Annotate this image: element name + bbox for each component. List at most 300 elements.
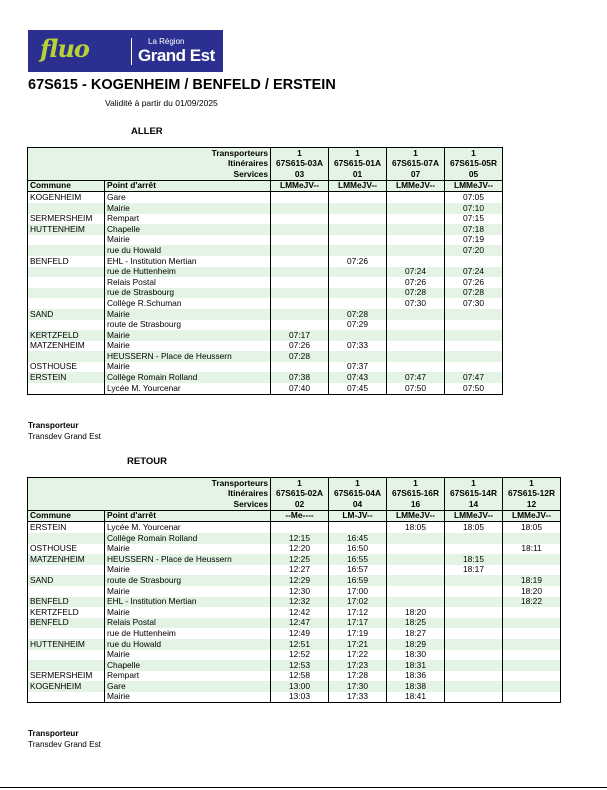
time-cell: 12:51 (271, 639, 329, 650)
time-cell (387, 192, 445, 203)
time-cell (387, 235, 445, 246)
table-row (28, 383, 503, 394)
table-row (28, 554, 561, 565)
time-cell (503, 533, 561, 544)
table-row (28, 309, 503, 320)
time-cell: 16:55 (329, 554, 387, 565)
time-cell: 07:47 (387, 372, 445, 383)
service-days-cell: LMMeJV-- (445, 510, 503, 522)
time-cell (445, 692, 503, 703)
time-cell: 12:58 (271, 671, 329, 682)
stop-cell: Relais Postal (105, 277, 271, 288)
time-cell: 16:50 (329, 544, 387, 555)
time-cell (271, 298, 329, 309)
time-cell: 18:15 (445, 554, 503, 565)
time-cell: 07:28 (445, 288, 503, 299)
transporteur-cell: 1 (271, 148, 329, 159)
time-cell (271, 203, 329, 214)
table-row (28, 256, 503, 267)
time-cell: 07:19 (445, 235, 503, 246)
time-cell (329, 298, 387, 309)
commune-header: Commune (28, 510, 105, 522)
time-cell (387, 214, 445, 225)
time-cell (271, 214, 329, 225)
commune-cell: SERMERSHEIM (28, 214, 105, 225)
table-row (28, 692, 561, 703)
time-cell (503, 607, 561, 618)
stop-cell: Mairie (105, 330, 271, 341)
stop-header: Point d'arrêt (105, 180, 271, 192)
time-cell: 07:26 (271, 341, 329, 352)
time-cell: 07:24 (387, 267, 445, 278)
transporteur-cell: 1 (445, 478, 503, 489)
itineraire-cell: 67S615-07A (387, 159, 445, 170)
time-cell (387, 256, 445, 267)
time-cell (271, 309, 329, 320)
time-cell (271, 256, 329, 267)
time-cell (387, 544, 445, 555)
time-cell: 17:22 (329, 650, 387, 661)
commune-cell: SAND (28, 575, 105, 586)
commune-cell (28, 320, 105, 331)
time-cell: 07:18 (445, 224, 503, 235)
time-cell (503, 565, 561, 576)
retour-header-transporteur-row (28, 478, 561, 489)
time-cell: 07:43 (329, 372, 387, 383)
commune-cell (28, 288, 105, 299)
time-cell: 18:27 (387, 628, 445, 639)
commune-cell: HUTTENHEIM (28, 639, 105, 650)
commune-cell (28, 660, 105, 671)
commune-cell (28, 235, 105, 246)
time-cell (271, 362, 329, 373)
time-cell: 12:53 (271, 660, 329, 671)
retour-carrier-name: Transdev Grand Est (28, 740, 101, 749)
stop-cell: Lycée M. Yourcenar (105, 522, 271, 533)
commune-cell: BENFELD (28, 256, 105, 267)
retour-carrier-label: Transporteur (28, 729, 79, 738)
stop-cell: EHL - Institution Mertian (105, 597, 271, 608)
table-row (28, 267, 503, 278)
time-cell (445, 309, 503, 320)
time-cell (329, 214, 387, 225)
time-cell (445, 575, 503, 586)
time-cell: 07:26 (329, 256, 387, 267)
header-service-label: Services (28, 499, 271, 510)
commune-cell: ERSTEIN (28, 372, 105, 383)
time-cell: 17:02 (329, 597, 387, 608)
stop-cell: rue de Strasbourg (105, 288, 271, 299)
time-cell: 18:22 (503, 597, 561, 608)
commune-cell: KERTZFELD (28, 607, 105, 618)
commune-cell (28, 565, 105, 576)
time-cell: 18:17 (445, 565, 503, 576)
time-cell: 17:17 (329, 618, 387, 629)
time-cell: 07:40 (271, 383, 329, 394)
time-cell: 18:05 (445, 522, 503, 533)
time-cell (387, 586, 445, 597)
itineraire-cell: 67S615-03A (271, 159, 329, 170)
time-cell (387, 351, 445, 362)
time-cell (271, 245, 329, 256)
logo-fluo-wordmark: fluo (40, 34, 89, 63)
table-row (28, 330, 503, 341)
time-cell: 12:15 (271, 533, 329, 544)
table-row (28, 372, 503, 383)
table-row (28, 214, 503, 225)
time-cell (445, 618, 503, 629)
time-cell (387, 245, 445, 256)
time-cell: 17:28 (329, 671, 387, 682)
header-itineraire-label: Itinéraires (28, 159, 271, 170)
time-cell: 17:30 (329, 681, 387, 692)
time-cell (445, 607, 503, 618)
time-cell (387, 203, 445, 214)
commune-cell: MATZENHEIM (28, 341, 105, 352)
aller-column-header-row (28, 180, 503, 192)
table-row (28, 298, 503, 309)
time-cell: 07:28 (271, 351, 329, 362)
time-cell: 07:47 (445, 372, 503, 383)
stop-cell: Mairie (105, 309, 271, 320)
time-cell: 18:30 (387, 650, 445, 661)
time-cell (271, 288, 329, 299)
aller-header-service-row (28, 169, 503, 180)
time-cell (329, 267, 387, 278)
commune-cell: OSTHOUSE (28, 362, 105, 373)
time-cell: 12:29 (271, 575, 329, 586)
stop-cell: Mairie (105, 544, 271, 555)
stop-cell: rue du Howald (105, 245, 271, 256)
retour-section-title: RETOUR (127, 456, 167, 467)
time-cell: 18:05 (387, 522, 445, 533)
stop-cell: rue du Howald (105, 639, 271, 650)
service-days-cell: LMMeJV-- (387, 180, 445, 192)
table-row (28, 277, 503, 288)
retour-column-header-row (28, 510, 561, 522)
commune-cell: KOGENHEIM (28, 681, 105, 692)
transporteur-cell: 1 (503, 478, 561, 489)
time-cell (445, 544, 503, 555)
stop-cell: rue de Huttenheim (105, 267, 271, 278)
stop-cell: Lycée M. Yourcenar (105, 383, 271, 394)
commune-cell: OSTHOUSE (28, 544, 105, 555)
time-cell: 12:27 (271, 565, 329, 576)
stop-cell: Mairie (105, 565, 271, 576)
aller-section-title: ALLER (131, 126, 163, 137)
time-cell (445, 639, 503, 650)
table-row (28, 597, 561, 608)
table-row (28, 607, 561, 618)
time-cell: 07:37 (329, 362, 387, 373)
commune-cell (28, 650, 105, 661)
time-cell (271, 320, 329, 331)
logo-region-text: La Région (148, 37, 185, 46)
service-days-cell: LMMeJV-- (329, 180, 387, 192)
itineraire-cell: 67S615-01A (329, 159, 387, 170)
table-row (28, 522, 561, 533)
time-cell: 07:45 (329, 383, 387, 394)
time-cell (387, 575, 445, 586)
time-cell: 18:11 (503, 544, 561, 555)
transporteur-cell: 1 (271, 478, 329, 489)
itineraire-cell: 67S615-12R (503, 489, 561, 500)
table-row (28, 681, 561, 692)
stop-cell: Mairie (105, 362, 271, 373)
time-cell (329, 235, 387, 246)
time-cell (387, 597, 445, 608)
time-cell (387, 533, 445, 544)
time-cell (445, 660, 503, 671)
time-cell: 07:26 (445, 277, 503, 288)
time-cell: 07:10 (445, 203, 503, 214)
time-cell (329, 288, 387, 299)
commune-cell (28, 586, 105, 597)
time-cell: 07:20 (445, 245, 503, 256)
time-cell (387, 565, 445, 576)
itineraire-cell: 67S615-02A (271, 489, 329, 500)
service-days-cell: LMMeJV-- (445, 180, 503, 192)
time-cell: 18:36 (387, 671, 445, 682)
table-row (28, 224, 503, 235)
time-cell (329, 203, 387, 214)
service-cell: 12 (503, 499, 561, 510)
itineraire-cell: 67S615-04A (329, 489, 387, 500)
time-cell (445, 533, 503, 544)
time-cell (503, 628, 561, 639)
stop-cell: route de Strasbourg (105, 320, 271, 331)
stop-cell: rue de Huttenheim (105, 628, 271, 639)
time-cell: 17:33 (329, 692, 387, 703)
stop-cell: Rempart (105, 214, 271, 225)
time-cell (271, 224, 329, 235)
time-cell: 07:50 (387, 383, 445, 394)
stop-cell: Mairie (105, 650, 271, 661)
commune-cell (28, 203, 105, 214)
table-row (28, 192, 503, 203)
time-cell (329, 224, 387, 235)
stop-cell: Gare (105, 192, 271, 203)
stop-cell: HEUSSERN - Place de Heussern (105, 351, 271, 362)
time-cell (387, 330, 445, 341)
time-cell (503, 660, 561, 671)
time-cell: 18:20 (503, 586, 561, 597)
aller-header-transporteur-row (28, 148, 503, 159)
transporteur-cell: 1 (329, 478, 387, 489)
time-cell (387, 362, 445, 373)
table-row (28, 235, 503, 246)
time-cell (503, 618, 561, 629)
transporteur-cell: 1 (329, 148, 387, 159)
transporteur-cell: 1 (445, 148, 503, 159)
time-cell (503, 554, 561, 565)
time-cell: 07:28 (329, 309, 387, 320)
time-cell: 18:05 (503, 522, 561, 533)
service-cell: 04 (329, 499, 387, 510)
stop-cell: Gare (105, 681, 271, 692)
stop-cell: Chapelle (105, 660, 271, 671)
time-cell: 17:00 (329, 586, 387, 597)
commune-cell: KERTZFELD (28, 330, 105, 341)
commune-cell (28, 383, 105, 394)
commune-header: Commune (28, 180, 105, 192)
commune-cell (28, 298, 105, 309)
time-cell: 18:19 (503, 575, 561, 586)
commune-cell: BENFELD (28, 618, 105, 629)
itineraire-cell: 67S615-16R (387, 489, 445, 500)
aller-carrier-label: Transporteur (28, 421, 79, 430)
stop-cell: Mairie (105, 235, 271, 246)
service-days-cell: LMMeJV-- (387, 510, 445, 522)
table-row (28, 628, 561, 639)
commune-cell (28, 533, 105, 544)
service-cell: 07 (387, 169, 445, 180)
commune-cell: SAND (28, 309, 105, 320)
time-cell (329, 277, 387, 288)
aller-timetable (27, 147, 503, 395)
commune-cell (28, 277, 105, 288)
time-cell (503, 681, 561, 692)
aller-header-itineraire-row (28, 159, 503, 170)
time-cell: 16:45 (329, 533, 387, 544)
time-cell: 07:15 (445, 214, 503, 225)
time-cell: 12:25 (271, 554, 329, 565)
time-cell: 18:31 (387, 660, 445, 671)
header-transporteur-label: Transporteurs (28, 478, 271, 489)
service-cell: 14 (445, 499, 503, 510)
time-cell (445, 597, 503, 608)
time-cell: 12:47 (271, 618, 329, 629)
time-cell (387, 309, 445, 320)
time-cell (387, 224, 445, 235)
time-cell: 07:26 (387, 277, 445, 288)
time-cell: 07:28 (387, 288, 445, 299)
time-cell (445, 650, 503, 661)
table-row (28, 618, 561, 629)
commune-cell (28, 267, 105, 278)
time-cell: 18:20 (387, 607, 445, 618)
service-days-cell: LMMeJV-- (271, 180, 329, 192)
time-cell (445, 362, 503, 373)
time-cell: 12:20 (271, 544, 329, 555)
stop-cell: Chapelle (105, 224, 271, 235)
stop-cell: HEUSSERN - Place de Heussern (105, 554, 271, 565)
time-cell (445, 671, 503, 682)
commune-cell (28, 628, 105, 639)
table-row (28, 362, 503, 373)
table-row (28, 341, 503, 352)
table-row (28, 586, 561, 597)
time-cell (445, 256, 503, 267)
time-cell: 12:52 (271, 650, 329, 661)
time-cell (329, 192, 387, 203)
time-cell (387, 320, 445, 331)
table-row (28, 245, 503, 256)
stop-cell: Rempart (105, 671, 271, 682)
time-cell: 13:00 (271, 681, 329, 692)
time-cell (329, 245, 387, 256)
fluo-grand-est-logo (28, 30, 223, 72)
stop-cell: Collège R.Schuman (105, 298, 271, 309)
stop-cell: Mairie (105, 586, 271, 597)
time-cell: 07:05 (445, 192, 503, 203)
time-cell: 17:19 (329, 628, 387, 639)
time-cell: 07:24 (445, 267, 503, 278)
service-cell: 05 (445, 169, 503, 180)
header-transporteur-label: Transporteurs (28, 148, 271, 159)
commune-cell (28, 351, 105, 362)
table-row (28, 671, 561, 682)
table-row (28, 320, 503, 331)
time-cell (445, 341, 503, 352)
retour-header-service-row (28, 499, 561, 510)
stop-cell: EHL - Institution Mertian (105, 256, 271, 267)
time-cell (271, 277, 329, 288)
stop-cell: Collège Romain Rolland (105, 372, 271, 383)
time-cell (445, 681, 503, 692)
service-days-cell: --Me---- (271, 510, 329, 522)
time-cell (445, 330, 503, 341)
time-cell: 07:50 (445, 383, 503, 394)
service-cell: 16 (387, 499, 445, 510)
stop-cell: Mairie (105, 607, 271, 618)
stop-cell: Mairie (105, 692, 271, 703)
retour-timetable (27, 477, 561, 703)
stop-cell: Relais Postal (105, 618, 271, 629)
time-cell: 07:17 (271, 330, 329, 341)
table-row (28, 203, 503, 214)
time-cell: 17:23 (329, 660, 387, 671)
time-cell (503, 639, 561, 650)
time-cell (445, 320, 503, 331)
stop-cell: Mairie (105, 341, 271, 352)
table-row (28, 575, 561, 586)
time-cell: 18:41 (387, 692, 445, 703)
time-cell (445, 586, 503, 597)
time-cell: 18:29 (387, 639, 445, 650)
time-cell: 16:59 (329, 575, 387, 586)
footer-rule (0, 787, 607, 788)
commune-cell: MATZENHEIM (28, 554, 105, 565)
table-row (28, 639, 561, 650)
time-cell (387, 554, 445, 565)
time-cell: 17:21 (329, 639, 387, 650)
time-cell: 13:03 (271, 692, 329, 703)
service-cell: 02 (271, 499, 329, 510)
time-cell: 07:30 (445, 298, 503, 309)
itineraire-cell: 67S615-14R (445, 489, 503, 500)
time-cell: 17:12 (329, 607, 387, 618)
commune-cell: HUTTENHEIM (28, 224, 105, 235)
service-cell: 01 (329, 169, 387, 180)
time-cell: 18:25 (387, 618, 445, 629)
time-cell (503, 650, 561, 661)
table-row (28, 544, 561, 555)
time-cell: 12:42 (271, 607, 329, 618)
header-service-label: Services (28, 169, 271, 180)
stop-cell: Mairie (105, 203, 271, 214)
commune-cell: BENFELD (28, 597, 105, 608)
time-cell (445, 351, 503, 362)
time-cell (329, 522, 387, 533)
logo-grand-est-text: Grand Est (138, 46, 215, 65)
transporteur-cell: 1 (387, 148, 445, 159)
table-row (28, 650, 561, 661)
header-itineraire-label: Itinéraires (28, 489, 271, 500)
table-row (28, 288, 503, 299)
time-cell: 07:30 (387, 298, 445, 309)
time-cell (271, 235, 329, 246)
